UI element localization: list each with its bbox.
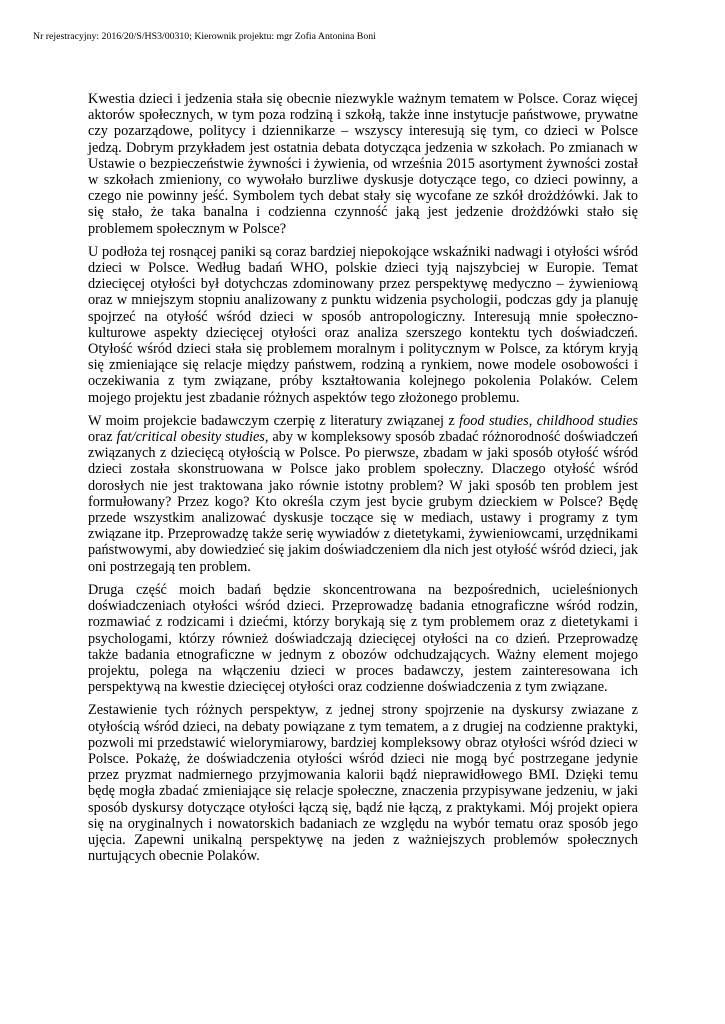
methodology-text-3: oraz	[88, 429, 117, 446]
document-header: Nr rejestracyjny: 2016/20/S/HS3/00310; Kierownik projektu: mgr Zofia Antonina Boni	[33, 31, 376, 42]
methodology-text-2: ,	[528, 412, 537, 429]
paragraph-conclusion: Zestawienie tych różnych perspektyw, z jednej strony spojrzenie na dyskursy zwiazane z otyłością wśród dzieci, na debaty powiązane z tym tematem, a z drugiej na codzienne praktyki, pozwoli mi przedstawić wielorymiarowy, bardziej kompleksowy obraz otyłości wśród dzieci w Polsce. Pokażę, że doświadczenia otyłości wśród dzieci nie mogą być postrzegane jedynie przez pryzmat nadmiernego przyjmowania kalorii bądź nieprawidłowego BMI. Dzięki temu będę mogła zbadać zmieniające się relacje społeczne, znaczenia przypisywane jedzeniu, w jaki sposób dyskursy dotyczące otyłości łączą się, bądź nie łączą, z praktykami. Mój projekt opiera się na oryginalnych i nowatorskich badaniach ze względu na wybór tematu oraz sposób jego ujęcia. Zapewni unikalną perspektywę na jeden z ważniejszych problemów społecznych nurtujących obecnie Polaków.	[88, 702, 638, 865]
paragraph-methodology	[88, 413, 638, 575]
term-childhood-studies: childhood studies	[536, 412, 638, 429]
term-food-studies: food studies	[459, 412, 529, 429]
paragraph-intro: Kwestia dzieci i jedzenia stała się obecnie niezwykle ważnym tematem w Polsce. Coraz więcej aktorów społecznych, w tym poza rodziną i szkołą, także inne instytucje państwowe, prywatne czy pozarządowe, politycy i dziennikarze – wszyscy interesują się tym, co dzieci w Polsce jedzą. Dobrym przykładem jest ostatnia debata dotycząca jedzenia w szkołach. Po zmianach w Ustawie o bezpieczeństwie żywności i żywienia, od września 2015 asortyment żywności został w szkołach zmieniony, co wywołało burzliwe dyskusje dotyczące tego, co dzieci powinny, a czego nie powinny jeść. Symbolem tych debat stały się wycofane ze szkół drożdżówki. Jak to się stało, że taka banalna i codzienna czynność jaką jest jedzenie drożdżówki stało się problemem społecznym w Polsce?	[88, 91, 638, 237]
document-body	[88, 91, 638, 871]
methodology-text-1: W moim projekcie badawczym czerpię z literatury związanej z	[88, 412, 460, 429]
paragraph-ethnography: Druga część moich badań będzie skoncentrowana na bezpośrednich, ucieleśnionych doświadczeniach otyłości wśród dzieci. Przeprowadzę badania etnograficzne wśród rodzin, rozmawiać z rodzicami i dziećmi, którzy borykają się z tym problemem oraz z dietetykami i psychologami, którzy również doświadczają dziecięcej otyłości na co dzień. Przeprowadzę także badania etnograficzne w jednym z obozów odchudzających. Ważny element mojego projektu, polega na włączeniu dzieci w proces badawczy, jestem zainteresowana ich perspektywą na kwestie dziecięcej otyłości oraz codzienne doświadczenia z tym związane.	[88, 581, 638, 696]
term-obesity-studies: fat/critical obesity studies	[116, 429, 265, 446]
methodology-text-4: , aby w kompleksowy sposób zbadać różnorodność doświadczeń związanych z dziecięcą otyłością w Polsce. Po pierwsze, zbadam w jaki sposób otyłość wśród dzieci została skonstruowana w Polsce jako problem społeczny. Dlaczego otyłość wśród dorosłych nie jest traktowana jako równie istotny problem? W jaki sposób ten problem jest formułowany? Przez kogo? Kto określa czym jest bycie grubym dzieckiem w Polsce? Będę przede wszystkim analizować dyskusje toczące się w mediach, ustawy i programy z tym związane itp. Przeprowadzę także serię wywiadów z dietetykami, żywieniowcami, urzędnikami państwowymi, aby dowiedzieć się jakim doświadczeniem dla nich jest otyłość wśród dzieci, jak oni postrzegają ten problem.	[88, 429, 638, 575]
paragraph-background: U podłoża tej rosnącej paniki są coraz bardziej niepokojące wskaźniki nadwagi i otyłości wśród dzieci w Polsce. Według badań WHO, polskie dzieci tyją najszybciej w Europie. Temat dziecięcej otyłości był dotychczas zdominowany przez perspektywę medyczno – żywieniową oraz w mniejszym stopniu analizowany z punktu widzenia psychologii, podczas gdy ja planuję spojrzeć na otyłość wśród dzieci w sposób antropologiczny. Interesują mnie społeczno-kulturowe aspekty dziecięcej otyłości oraz analiza szerszego kontektu tych doświadczeń. Otyłość wśród dzieci stała się problemem moralnym i politycznym w Polsce, za którym kryją się zmieniające się relacje między państwem, rodziną a rynkiem, nowe modele osobowości i oczekiwania z tym związane, próby kształtowania kolejnego pokolenia Polaków. Celem mojego projektu jest zbadanie różnych aspektów tego złożonego problemu.	[88, 243, 638, 406]
